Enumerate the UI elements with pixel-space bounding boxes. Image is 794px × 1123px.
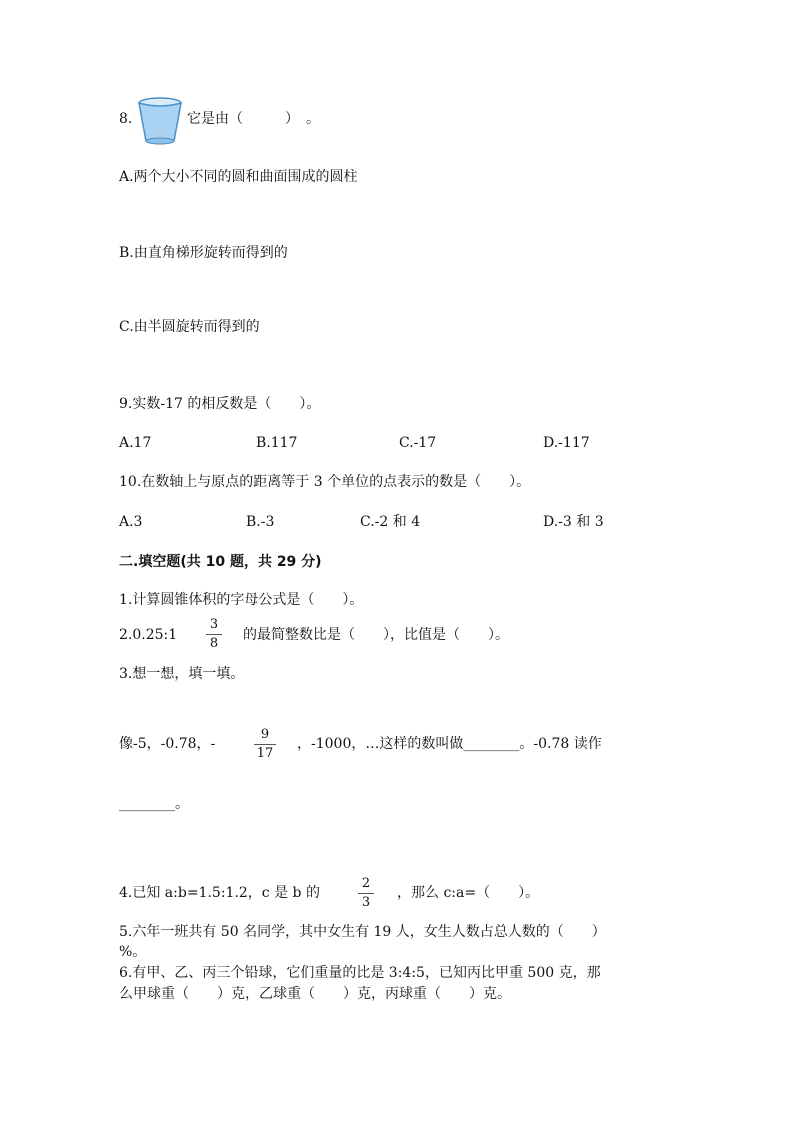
q10-option-b: B.-3 (246, 514, 275, 530)
q8-number: 8. (119, 111, 133, 127)
fill-q2-fraction (206, 618, 222, 651)
fill-q2-suffix: 的最简整数比是（ ），比值是（ ）。 (243, 627, 509, 643)
q10-option-a: A.3 (119, 514, 143, 530)
q9-option-c: C.-17 (399, 435, 437, 451)
fraction-denominator: 17 (256, 746, 274, 761)
fill-q4-suffix: ，那么 c:a=（ ）。 (397, 885, 540, 901)
fraction-numerator: 2 (361, 876, 371, 891)
fraction-bar (358, 893, 374, 894)
fill-q6-line1: 6.有甲、乙、丙三个铅球，它们重量的比是 3:4:5，已知丙比甲重 500 克，那 (119, 965, 601, 981)
q9-option-d: D.-117 (543, 435, 590, 451)
cup-icon (137, 97, 183, 145)
q10-option-d: D.-3 和 3 (543, 514, 604, 530)
q9-stem: 9.实数-17 的相反数是（ ）。 (119, 396, 321, 412)
fraction-numerator: 3 (209, 617, 219, 632)
section-title: 二.填空题(共 10 题，共 29 分) (119, 554, 322, 570)
fill-q3-prefix: 像-5，-0.78，- (119, 736, 216, 752)
q10-option-c: C.-2 和 4 (360, 514, 421, 530)
fraction-bar (206, 634, 222, 635)
fraction-denominator: 8 (209, 636, 219, 651)
fill-q3-line2: ________。 (119, 796, 189, 812)
fill-q5-line1: 5.六年一班共有 50 名同学，其中女生有 19 人，女生人数占总人数的（ ） (119, 924, 606, 940)
q10-stem: 10.在数轴上与原点的距离等于 3 个单位的点表示的数是（ ）。 (119, 474, 531, 490)
q8-option-a: A.两个大小不同的圆和曲面围成的圆柱 (119, 169, 358, 185)
fill-q5-line2: %。 (119, 944, 147, 960)
fraction-denominator: 3 (361, 895, 371, 910)
fill-q4-fraction (358, 877, 374, 910)
fill-q3-fraction (254, 728, 276, 761)
q8-option-b: B.由直角梯形旋转而得到的 (119, 245, 288, 261)
q8-stem: 它是由（ ） 。 (187, 111, 320, 127)
q9-option-a: A.17 (119, 435, 152, 451)
q8-option-c: C.由半圆旋转而得到的 (119, 319, 260, 335)
fill-q6-line2: 么甲球重（ ）克，乙球重（ ）克，丙球重（ ）克。 (119, 986, 511, 1002)
fill-q4-prefix: 4.已知 a:b=1.5:1.2，c 是 b 的 (119, 885, 320, 901)
fill-q3-stem: 3.想一想，填一填。 (119, 666, 245, 682)
fill-q1: 1.计算圆锥体积的字母公式是（ ）。 (119, 592, 364, 608)
fill-q2-prefix: 2.0.25:1 (119, 627, 178, 643)
fill-q3-suffix: ，-1000，…这样的数叫做________。-0.78 读作 (297, 736, 602, 752)
fraction-bar (254, 744, 276, 745)
fraction-numerator: 9 (260, 727, 270, 742)
q9-option-b: B.117 (256, 435, 298, 451)
